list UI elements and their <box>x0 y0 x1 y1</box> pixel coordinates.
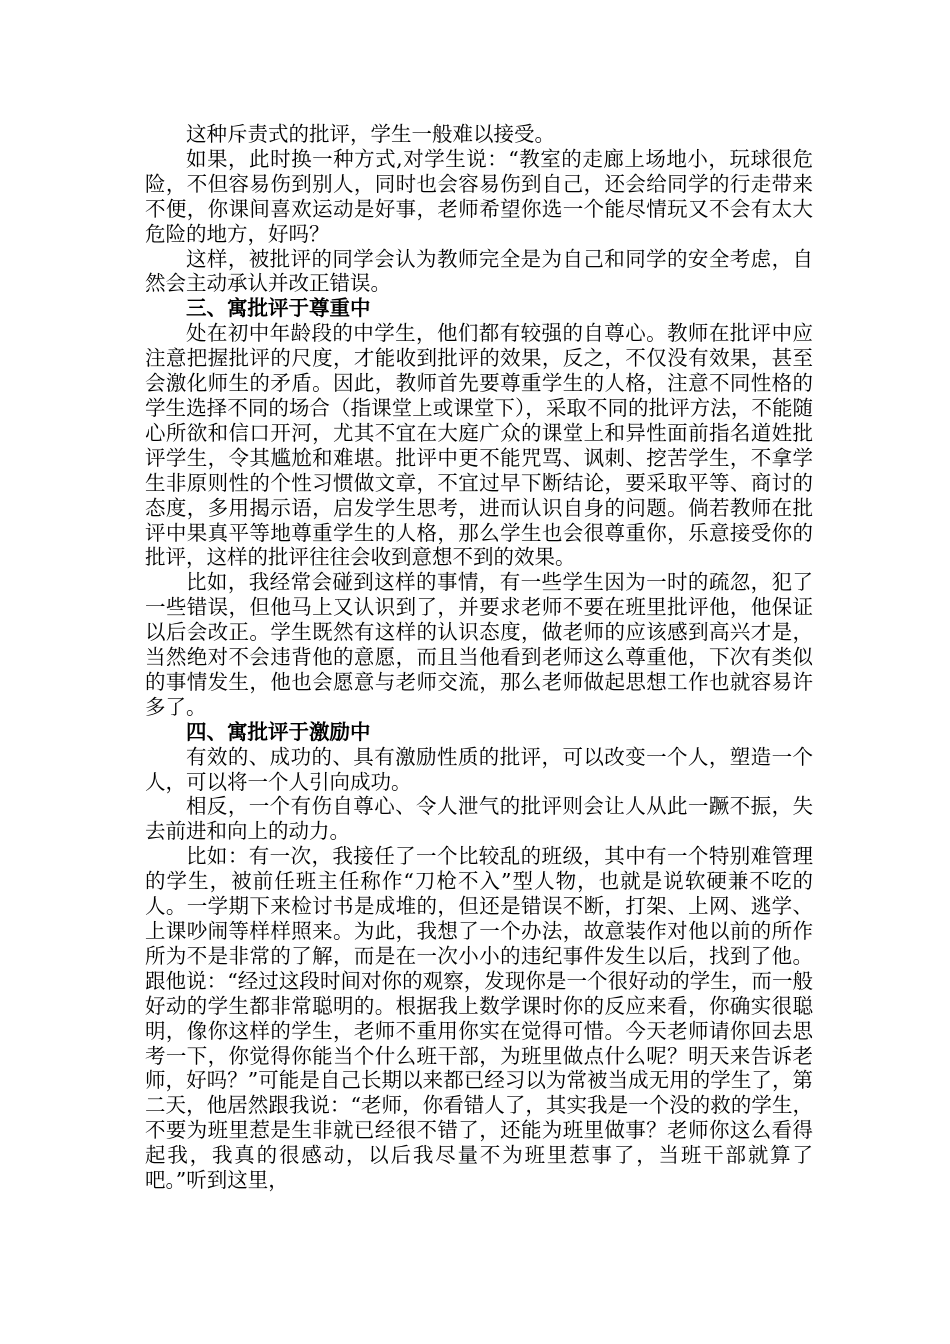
section-heading: 三、寓批评于尊重中 <box>186 296 371 321</box>
paragraph: 相反，一个有伤自尊心、令人泄气的批评则会让人从此一蹶不振，失去前进和向上的动力。 <box>145 794 813 844</box>
paragraph: 如果，此时换一种方式,对学生说：“教室的走廊上场地小，玩球很危险，不但容易伤到别人，同时也会容易伤到自己，还会给同学的行走带来不便，你课间喜欢运动是好事，老师希望你选一个能尽情玩又不会有太大危险的地方，好吗？ <box>145 146 813 246</box>
paragraph: 有效的、成功的、具有激励性质的批评，可以改变一个人，塑造一个人，可以将一个人引向成功。 <box>145 744 813 794</box>
section-heading: 四、寓批评于激励中 <box>186 719 371 744</box>
paragraph: 这种斥责式的批评，学生一般难以接受。 <box>186 122 555 146</box>
paragraph: 这样，被批评的同学会认为教师完全是为自己和同学的安全考虑，自然会主动承认并改正错误。 <box>145 246 813 296</box>
paragraph: 比如，我经常会碰到这样的事情，有一些学生因为一时的疏忽，犯了一些错误，但他马上又认识到了，并要求老师不要在班里批评他，他保证以后会改正。学生既然有这样的认识态度，做老师的应该感到高兴才是，当然绝对不会违背他的意愿，而且当他看到老师这么尊重他，下次有类似的事情发生，他也会愿意与老师交流，那么老师做起思想工作也就容易许多了。 <box>145 570 813 719</box>
paragraph: 比如：有一次，我接任了一个比较乱的班级，其中有一个特别难管理的学生，被前任班主任称作“刀枪不入”型人物，也就是说软硬兼不吃的人。一学期下来检讨书是成堆的，但还是错误不断，打架、上网、逃学、上课吵闹等样样照来。为此，我想了一个办法，故意装作对他以前的所作所为不是非常的了解，而是在一次小小的违纪事件发生以后，找到了他。跟他说：“经过这段时间对你的观察，发现你是一个很好动的学生，而一般好动的学生都非常聪明的。根据我上数学课时你的反应来看，你确实很聪明，像你这样的学生，老师不重用你实在觉得可惜。今天老师请你回去思考一下，你觉得你能当个什么班干部，为班里做点什么呢？明天来告诉老师，好吗？”可能是自己长期以来都已经习以为常被当成无用的学生了，第二天，他居然跟我说：“老师，你看错人了，其实我是一个没的救的学生，不要为班里惹是生非就已经很不错了，还能为班里做事？老师你这么看得起我，我真的很感动，以后我尽量不为班里惹事了，当班干部就算了吧。”听到这里， <box>145 844 813 1193</box>
paragraph: 处在初中年龄段的中学生，他们都有较强的自尊心。教师在批评中应注意把握批评的尺度，才能收到批评的效果，反之，不仅没有效果，甚至会激化师生的矛盾。因此，教师首先要尊重学生的人格，注意不同性格的学生选择不同的场合（指课堂上或课堂下），采取不同的批评方法，不能随心所欲和信口开河，尤其不宜在大庭广众的课堂上和异性面前指名道姓批评学生，令其尴尬和难堪。批评中更不能咒骂、讽刺、挖苦学生，不拿学生非原则性的个性习惯做文章，不宜过早下断结论，要采取平等、商讨的态度，多用揭示语，启发学生思考，进而认识自身的问题。倘若教师在批评中果真平等地尊重学生的人格，那么学生也会很尊重你，乐意接受你的批评，这样的批评往往会收到意想不到的效果。 <box>145 321 813 570</box>
document-page <box>145 122 813 1193</box>
